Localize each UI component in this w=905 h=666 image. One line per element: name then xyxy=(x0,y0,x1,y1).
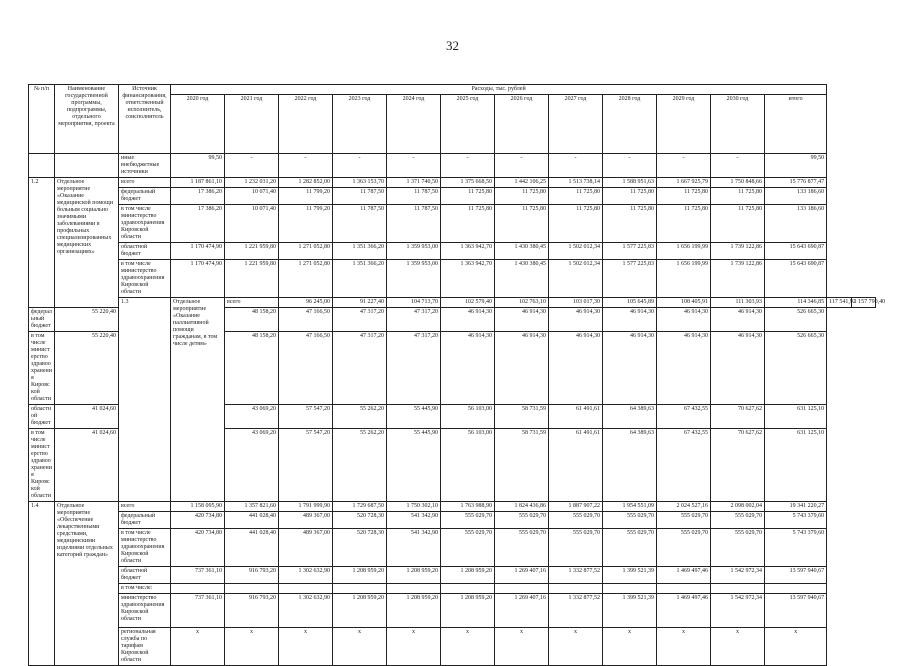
total-value: 133 186,60 xyxy=(765,205,827,243)
year-value: 58 731,59 xyxy=(495,405,549,429)
year-value: 1 577 225,83 xyxy=(603,243,657,260)
year-value xyxy=(711,584,765,594)
total-value: x xyxy=(765,628,827,666)
header-year: 2022 год xyxy=(279,95,333,154)
year-value: 1 208 959,20 xyxy=(441,567,495,584)
row-title: Отдельное мероприятие «Оказание паллиативной помощи гражданам, в том числе детям» xyxy=(171,298,225,502)
year-value: x xyxy=(333,628,387,666)
year-value: 1 656 199,99 xyxy=(657,243,711,260)
year-value: 46 914,30 xyxy=(657,332,711,405)
year-value: - xyxy=(225,154,279,178)
funding-source: в том числе министерство здравоохранения Кировской области xyxy=(29,429,55,502)
year-value: 103 017,30 xyxy=(549,298,603,308)
year-value: 1 208 959,20 xyxy=(441,594,495,628)
year-value: 56 103,00 xyxy=(441,429,495,502)
funding-source: областной бюджет xyxy=(29,405,55,429)
header-year: 2026 год xyxy=(495,95,549,154)
year-value: 46 914,30 xyxy=(441,332,495,405)
year-value: x xyxy=(657,628,711,666)
year-value: 57 547,20 xyxy=(279,429,333,502)
year-value: 55 445,90 xyxy=(387,405,441,429)
year-value: 10 071,40 xyxy=(225,205,279,243)
total-value: 99,50 xyxy=(765,154,827,178)
table-row xyxy=(29,178,876,188)
header-source: Источник финансирования, ответственный исполнитель, соисполнитель xyxy=(119,85,171,154)
year-value: 1 170 474,90 xyxy=(171,260,225,298)
year-value: 47 317,20 xyxy=(333,332,387,405)
table-row xyxy=(29,205,876,243)
year-value: 43 069,20 xyxy=(225,405,279,429)
year-value: 46 914,30 xyxy=(441,308,495,332)
year-value: - xyxy=(441,154,495,178)
year-value: 47 166,50 xyxy=(279,332,333,405)
year-value: 1 729 687,50 xyxy=(333,502,387,512)
header-year: 2024 год xyxy=(387,95,441,154)
funding-source: федеральный бюджет xyxy=(119,188,171,205)
row-number: 1.3 xyxy=(119,298,171,502)
total-value xyxy=(765,584,827,594)
year-value: 1 542 972,34 xyxy=(711,567,765,584)
year-value: 555 029,70 xyxy=(549,512,603,529)
total-value: 15 643 690,87 xyxy=(765,260,827,298)
year-value: 1 282 852,00 xyxy=(279,178,333,188)
year-value: 55 220,40 xyxy=(55,332,119,405)
year-value: 1 399 521,39 xyxy=(603,594,657,628)
year-value: 11 799,20 xyxy=(279,205,333,243)
year-value: 105 645,89 xyxy=(603,298,657,308)
year-value: 11 787,50 xyxy=(387,188,441,205)
year-value: 555 029,70 xyxy=(549,529,603,567)
year-value: 916 793,20 xyxy=(225,594,279,628)
total-value: 631 125,10 xyxy=(765,405,827,429)
year-value: 1 469 497,46 xyxy=(657,567,711,584)
year-value: 1 351 366,20 xyxy=(333,243,387,260)
year-value: 1 763 988,90 xyxy=(441,502,495,512)
year-value: x xyxy=(711,628,765,666)
year-value: 46 914,30 xyxy=(603,308,657,332)
year-value: x xyxy=(549,628,603,666)
year-value: 47 317,20 xyxy=(387,332,441,405)
year-value: 1 954 551,09 xyxy=(603,502,657,512)
year-value: 1 588 951,63 xyxy=(603,178,657,188)
year-value: 11 725,80 xyxy=(657,205,711,243)
year-value: 2 098 002,04 xyxy=(711,502,765,512)
funding-source: в том числе министерство здравоохранения Кировской области xyxy=(29,332,55,405)
header-year: 2025 год xyxy=(441,95,495,154)
budget-table xyxy=(28,84,886,666)
year-value: 737 361,10 xyxy=(171,594,225,628)
year-value: 555 029,70 xyxy=(711,512,765,529)
header-year: 2030 год xyxy=(711,95,765,154)
header-name: Наименование государственной программы, подпрограммы, отдельного мероприятия, проекта xyxy=(55,85,119,154)
year-value: 737 361,10 xyxy=(171,567,225,584)
year-value: 541 342,90 xyxy=(387,512,441,529)
year-value: 61 491,61 xyxy=(549,405,603,429)
year-value: 70 627,62 xyxy=(711,405,765,429)
row-number: 1.4 xyxy=(29,502,55,666)
year-value xyxy=(495,584,549,594)
year-value: 489 367,00 xyxy=(279,529,333,567)
year-value: x xyxy=(171,628,225,666)
table-row xyxy=(29,243,876,260)
total-value: 526 665,30 xyxy=(765,308,827,332)
year-value: 11 725,80 xyxy=(495,188,549,205)
year-value: 114 346,85 xyxy=(765,298,827,308)
year-value: 111 303,93 xyxy=(711,298,765,308)
year-value: 555 029,70 xyxy=(711,529,765,567)
year-value: 1 170 474,90 xyxy=(171,243,225,260)
year-value: 1 302 632,90 xyxy=(279,567,333,584)
year-value: 1 791 999,90 xyxy=(279,502,333,512)
year-value: 520 728,30 xyxy=(333,529,387,567)
total-value: 19 341 220,27 xyxy=(765,502,827,512)
year-value: 1 351 366,20 xyxy=(333,260,387,298)
year-value: 1 750 848,66 xyxy=(711,178,765,188)
year-value: 555 029,70 xyxy=(603,529,657,567)
year-value: 46 914,30 xyxy=(711,332,765,405)
year-value: 1 221 959,80 xyxy=(225,260,279,298)
year-value: 1 656 199,99 xyxy=(657,260,711,298)
year-value: 55 220,40 xyxy=(55,308,119,332)
year-value: 46 914,30 xyxy=(711,308,765,332)
year-value: 47 317,20 xyxy=(333,308,387,332)
header-year: итого xyxy=(765,95,827,154)
year-value: 555 029,70 xyxy=(495,512,549,529)
year-value: 17 386,20 xyxy=(171,205,225,243)
table-row xyxy=(29,628,876,666)
year-value xyxy=(549,584,603,594)
year-value: 420 734,80 xyxy=(171,529,225,567)
year-value: 46 914,30 xyxy=(495,308,549,332)
year-value: 46 914,30 xyxy=(495,332,549,405)
year-value: 11 725,80 xyxy=(441,205,495,243)
funding-source: федеральный бюджет xyxy=(119,512,171,529)
year-value: 11 725,80 xyxy=(711,205,765,243)
funding-source: федеральный бюджет xyxy=(29,308,55,332)
year-value: 1 667 925,79 xyxy=(657,178,711,188)
year-value: 1 332 877,52 xyxy=(549,594,603,628)
year-value: 96 245,00 xyxy=(279,298,333,308)
year-value: 1 208 959,20 xyxy=(333,567,387,584)
year-value: 1 269 407,16 xyxy=(495,594,549,628)
year-value: 1 363 942,70 xyxy=(441,260,495,298)
year-value xyxy=(225,584,279,594)
year-value xyxy=(603,584,657,594)
year-value xyxy=(279,584,333,594)
year-value: 61 491,61 xyxy=(549,429,603,502)
funding-source: в том числе министерство здравоохранения Кировской области xyxy=(119,529,171,567)
funding-source: областной бюджет xyxy=(119,567,171,584)
year-value: - xyxy=(495,154,549,178)
year-value: 1 269 407,16 xyxy=(495,567,549,584)
year-value: 541 342,90 xyxy=(387,529,441,567)
year-value: 102 579,40 xyxy=(441,298,495,308)
year-value: 1 302 632,90 xyxy=(279,594,333,628)
table-header xyxy=(29,85,876,154)
funding-source: областной бюджет xyxy=(119,243,171,260)
year-value: 64 389,63 xyxy=(603,405,657,429)
year-value: 46 914,30 xyxy=(549,332,603,405)
funding-source: региональная служба по тарифам Кировской области xyxy=(119,628,171,666)
total-value: 631 125,10 xyxy=(765,429,827,502)
year-value: - xyxy=(333,154,387,178)
year-value: 1 357 821,60 xyxy=(225,502,279,512)
year-value: 1 887 907,22 xyxy=(549,502,603,512)
year-value: 1 158 095,90 xyxy=(171,502,225,512)
year-value: 1 577 225,83 xyxy=(603,260,657,298)
table-row xyxy=(29,529,876,567)
year-value xyxy=(171,584,225,594)
year-value: x xyxy=(495,628,549,666)
row-title: Отдельное мероприятие «Оказание медицинской помощи больным социально значимыми заболеваниями в профильных специализированных медицинских организациях» xyxy=(55,178,119,308)
header-year: 2029 год xyxy=(657,95,711,154)
year-value: 1 221 959,80 xyxy=(225,243,279,260)
year-value: 1 208 959,20 xyxy=(333,594,387,628)
year-value: 55 262,20 xyxy=(333,429,387,502)
header-year: 2027 год xyxy=(549,95,603,154)
year-value: 520 728,30 xyxy=(333,512,387,529)
year-value: 441 028,40 xyxy=(225,529,279,567)
year-value: 11 725,80 xyxy=(711,188,765,205)
year-value: 70 627,62 xyxy=(711,429,765,502)
year-value: x xyxy=(441,628,495,666)
funding-source: иные внебюджетные источники xyxy=(119,154,171,178)
year-value: 1 513 738,14 xyxy=(549,178,603,188)
year-value: 555 029,70 xyxy=(657,529,711,567)
year-value: 47 317,20 xyxy=(387,308,441,332)
year-value: 2 024 527,16 xyxy=(657,502,711,512)
year-value: 46 914,30 xyxy=(549,308,603,332)
funding-source: всего xyxy=(225,298,279,308)
year-value: 48 158,20 xyxy=(225,308,279,332)
table-row xyxy=(29,298,876,308)
year-value: 1 375 668,50 xyxy=(441,178,495,188)
year-value: 1 208 959,20 xyxy=(387,594,441,628)
year-value: 91 227,40 xyxy=(333,298,387,308)
year-value: 441 028,40 xyxy=(225,512,279,529)
table-row xyxy=(29,260,876,298)
year-value: 555 029,70 xyxy=(441,529,495,567)
year-value: 1 359 953,00 xyxy=(387,243,441,260)
header-year: 2021 год xyxy=(225,95,279,154)
year-value xyxy=(441,584,495,594)
year-value: 1 502 012,34 xyxy=(549,243,603,260)
year-value: 1 739 122,86 xyxy=(711,243,765,260)
funding-source: в том числе: xyxy=(119,584,171,594)
year-value: 11 787,50 xyxy=(333,205,387,243)
year-value: 420 734,80 xyxy=(171,512,225,529)
year-value: 10 071,40 xyxy=(225,188,279,205)
funding-source: в том числе министерство здравоохранения Кировской области xyxy=(119,260,171,298)
table-row xyxy=(29,584,876,594)
year-value: 11 725,80 xyxy=(603,188,657,205)
header-expenses: Расходы, тыс. рублей xyxy=(171,85,827,95)
year-value: 102 763,10 xyxy=(495,298,549,308)
row-title: Отдельное мероприятие «Обеспечение лекарственными средствами, медицинскими изделиями отдельных категорий граждан» xyxy=(55,502,119,666)
year-value: 11 725,80 xyxy=(603,205,657,243)
year-value: 58 731,59 xyxy=(495,429,549,502)
year-value: 1 430 380,45 xyxy=(495,260,549,298)
year-value: 1 824 436,86 xyxy=(495,502,549,512)
year-value: 1 371 740,50 xyxy=(387,178,441,188)
year-value: x xyxy=(279,628,333,666)
year-value: 1 363 153,70 xyxy=(333,178,387,188)
year-value: 41 024,60 xyxy=(55,405,119,429)
year-value: 46 914,30 xyxy=(603,332,657,405)
table-row xyxy=(29,567,876,584)
year-value: 1 363 942,70 xyxy=(441,243,495,260)
year-value: - xyxy=(657,154,711,178)
total-value: 1 157 790,40 xyxy=(851,298,875,308)
year-value: 11 725,80 xyxy=(495,205,549,243)
year-value: 11 725,80 xyxy=(657,188,711,205)
year-value: 489 367,00 xyxy=(279,512,333,529)
table-body xyxy=(29,154,886,666)
total-value: 5 743 379,60 xyxy=(765,512,827,529)
year-value: 41 024,60 xyxy=(55,429,119,502)
total-value: 133 186,60 xyxy=(765,188,827,205)
year-value: 67 432,55 xyxy=(657,429,711,502)
year-value: - xyxy=(279,154,333,178)
year-value: 1 750 302,10 xyxy=(387,502,441,512)
year-value: 1 502 012,34 xyxy=(549,260,603,298)
year-value: 1 469 497,46 xyxy=(657,594,711,628)
year-value: 11 725,80 xyxy=(549,205,603,243)
year-value: 43 069,20 xyxy=(225,429,279,502)
year-value: 11 787,50 xyxy=(333,188,387,205)
year-value xyxy=(657,584,711,594)
year-value: 67 432,55 xyxy=(657,405,711,429)
year-value: 1 232 031,20 xyxy=(225,178,279,188)
total-value: 13 597 940,67 xyxy=(765,594,827,628)
row-number: 1.2 xyxy=(29,178,55,308)
year-value: 46 914,30 xyxy=(657,308,711,332)
year-value: 117 541,92 xyxy=(827,298,851,308)
year-value xyxy=(387,584,441,594)
year-value: 108 405,91 xyxy=(657,298,711,308)
year-value: 11 799,20 xyxy=(279,188,333,205)
year-value: 1 430 380,45 xyxy=(495,243,549,260)
header-no: № п/п xyxy=(29,85,55,154)
year-value: 11 725,80 xyxy=(441,188,495,205)
year-value: 1 542 972,34 xyxy=(711,594,765,628)
total-value: 5 743 379,60 xyxy=(765,529,827,567)
header-year: 2020 год xyxy=(171,95,225,154)
year-value: x xyxy=(225,628,279,666)
row-title xyxy=(55,154,119,178)
table-row xyxy=(29,188,876,205)
total-value: 15 776 877,47 xyxy=(765,178,827,188)
year-value: 1 399 521,39 xyxy=(603,567,657,584)
total-value: 526 665,30 xyxy=(765,332,827,405)
table-row xyxy=(29,502,876,512)
year-value: 916 793,20 xyxy=(225,567,279,584)
funding-source: министерство здравоохранения Кировской области xyxy=(119,594,171,628)
year-value: - xyxy=(549,154,603,178)
year-value: 64 389,63 xyxy=(603,429,657,502)
header-year: 2028 год xyxy=(603,95,657,154)
year-value: 11 725,80 xyxy=(549,188,603,205)
year-value: - xyxy=(603,154,657,178)
page-number: 32 xyxy=(446,38,459,53)
year-value: 1 359 953,00 xyxy=(387,260,441,298)
funding-source: всего xyxy=(119,178,171,188)
total-value: 13 597 940,67 xyxy=(765,567,827,584)
year-value: 48 158,20 xyxy=(225,332,279,405)
year-value: 55 262,20 xyxy=(333,405,387,429)
year-value: 56 103,00 xyxy=(441,405,495,429)
year-value: x xyxy=(387,628,441,666)
year-value: 17 386,20 xyxy=(171,188,225,205)
total-value: 15 643 690,87 xyxy=(765,243,827,260)
funding-source: в том числе министерство здравоохранения Кировской области xyxy=(119,205,171,243)
year-value: 555 029,70 xyxy=(441,512,495,529)
funding-source: всего xyxy=(119,502,171,512)
year-value: 555 029,70 xyxy=(495,529,549,567)
year-value: 11 787,50 xyxy=(387,205,441,243)
year-value: 104 713,70 xyxy=(387,298,441,308)
year-value: 1 442 106,25 xyxy=(495,178,549,188)
year-value: x xyxy=(603,628,657,666)
year-value: 55 445,90 xyxy=(387,429,441,502)
year-value: - xyxy=(711,154,765,178)
year-value: 555 029,70 xyxy=(603,512,657,529)
year-value: 1 739 122,86 xyxy=(711,260,765,298)
table-row xyxy=(29,594,876,628)
header-year: 2023 год xyxy=(333,95,387,154)
year-value: 1 271 052,80 xyxy=(279,260,333,298)
year-value: 1 187 861,10 xyxy=(171,178,225,188)
row-number xyxy=(29,154,55,178)
year-value xyxy=(333,584,387,594)
year-value: 47 166,50 xyxy=(279,308,333,332)
year-value: 555 029,70 xyxy=(657,512,711,529)
year-value: 1 271 052,80 xyxy=(279,243,333,260)
year-value: 1 332 877,52 xyxy=(549,567,603,584)
table-row xyxy=(29,512,876,529)
year-value: 57 547,20 xyxy=(279,405,333,429)
year-value: 1 208 959,20 xyxy=(387,567,441,584)
table-row xyxy=(29,154,876,178)
year-value: - xyxy=(387,154,441,178)
year-value: 99,50 xyxy=(171,154,225,178)
